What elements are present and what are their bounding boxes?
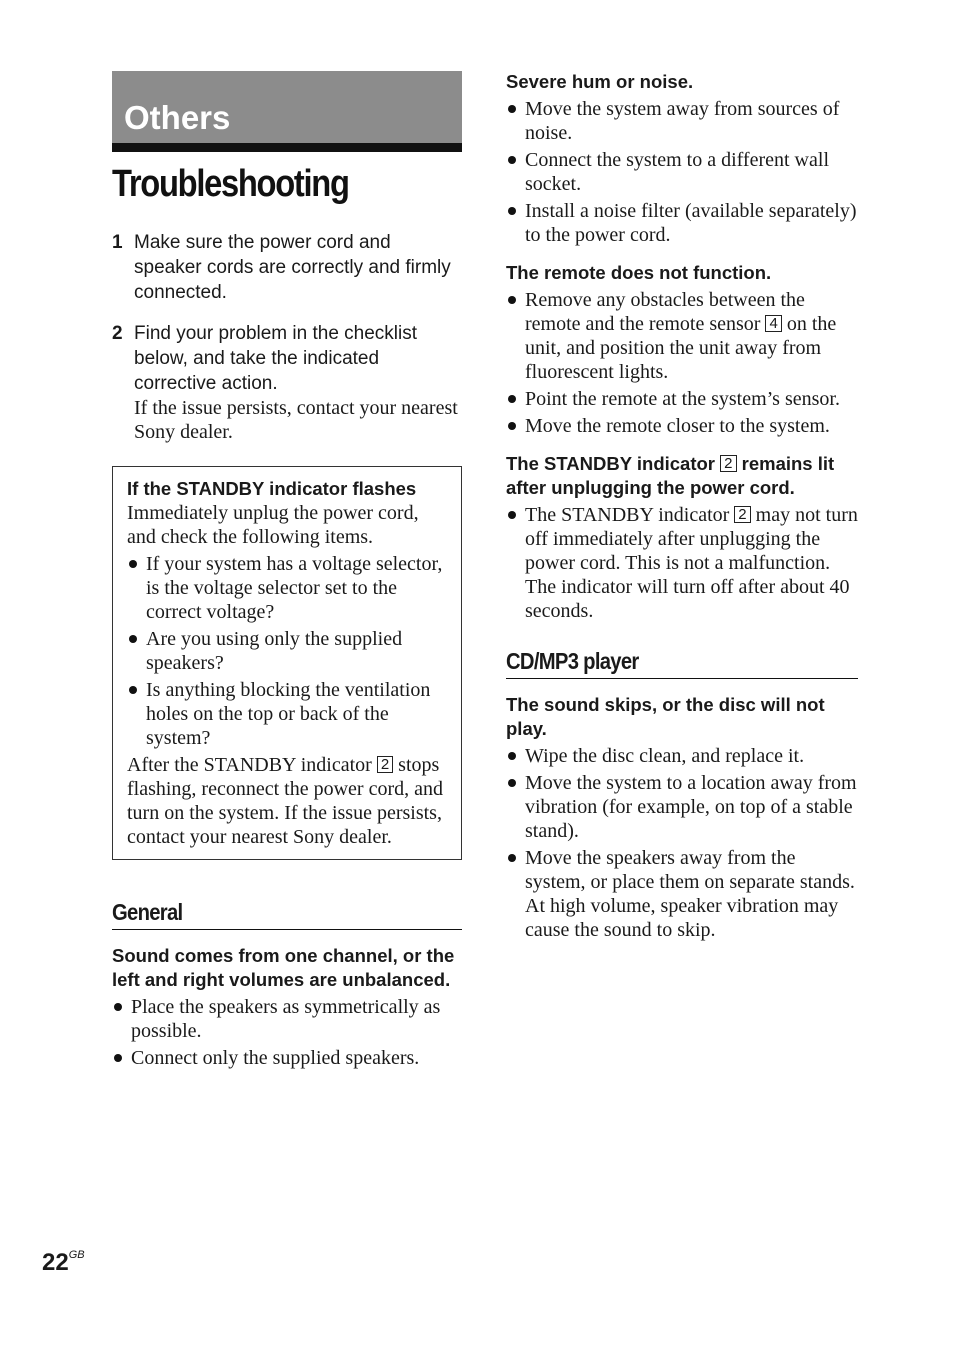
standby-flash-box [112,466,462,860]
step-2 [112,321,462,444]
item-text-pre: Remove any obstacles between the remote and the remote sensor [525,289,805,335]
list-item: Connect only the supplied speakers. [112,1046,462,1070]
step-number: 1 [112,232,123,253]
question: Sound comes from one channel, or the left and right volumes are unbalanced. [112,945,455,990]
question-pre: The STANDBY indicator [506,453,716,474]
indicator-ref-badge: 2 [377,756,393,773]
list-item: Point the remote at the system’s sensor. [506,387,858,411]
list-item: Connect the system to a different wall socket. [506,148,858,196]
question-post: remains lit after unplugging the power cord. [506,453,835,498]
right-column [506,70,858,945]
section-label: Others [124,99,231,136]
step-note: If the issue persists, contact your nearest Sony dealer. [134,397,458,443]
answer-list [506,503,858,623]
question: Severe hum or noise. [506,71,694,92]
general-section [112,898,462,1070]
page-region-code: GB [68,1249,85,1261]
step-text: Find your problem in the checklist below, and take the indicated corrective action. [134,323,418,394]
indicator-ref-badge: 2 [734,506,750,523]
page-number-value: 22 [42,1249,69,1276]
list-item [506,288,858,384]
general-heading: General [112,899,183,925]
after-text-post: stops flashing, reconnect the power cord, and turn on the system. If the issue persists, contact your nearest Sony dealer. [127,754,443,848]
step-1 [112,230,462,305]
after-text-pre: After the STANDBY indicator [127,754,372,776]
answer-list [506,97,858,247]
list-item: If your system has a voltage selector, is the voltage selector set to the correct voltage? [127,552,447,624]
indicator-ref-badge: 2 [720,455,736,472]
cd-section [506,647,858,942]
item-text-post: may not turn off immediately after unplugging the power cord. This is not a malfunction. The indicator will turn off after about 40 seconds. [525,504,858,622]
list-item [506,503,858,623]
sensor-ref-badge: 4 [765,315,781,332]
remote-group [506,261,858,438]
standby-lit-group [506,452,858,623]
list-item: Move the system to a location away from vibration (for example, on top of a stable stand). [506,771,858,843]
step-text: Make sure the power cord and speaker cords are correctly and firmly connected. [134,232,451,303]
box-intro: Immediately unplug the power cord, and check the following items. [127,502,419,548]
item-text-pre: The STANDBY indicator [525,504,730,526]
list-item: Are you using only the supplied speakers? [127,627,447,675]
list-item: Install a noise filter (available separately) to the power cord. [506,199,858,247]
step-number: 2 [112,323,123,344]
list-item: Move the remote closer to the system. [506,414,858,438]
list-item: Wipe the disc clean, and replace it. [506,744,858,768]
list-item: Is anything blocking the ventilation holes on the top or back of the system? [127,678,447,750]
box-after [127,753,447,849]
cd-heading: CD/MP3 player [506,648,639,674]
item-text-post: on the unit, and position the unit away from fluorescent lights. [525,313,837,383]
list-item: Place the speakers as symmetrically as possible. [112,995,462,1043]
hum-group [506,70,858,247]
section-banner [112,71,462,152]
list-item: Move the system away from sources of noise. [506,97,858,145]
box-title: If the STANDBY indicator flashes [127,478,417,499]
page-title: Troubleshooting [112,163,349,205]
question [506,452,858,500]
left-column [112,71,462,1073]
question: The sound skips, or the disc will not play. [506,694,825,739]
question: The remote does not function. [506,262,772,283]
answer-list [506,288,858,438]
answer-list [506,744,858,942]
box-checklist [127,552,447,750]
page-number [42,1249,85,1277]
answer-list [112,995,462,1070]
list-item: Move the speakers away from the system, or place them on separate stands. At high volume, speaker vibration may cause the sound to skip. [506,846,858,942]
